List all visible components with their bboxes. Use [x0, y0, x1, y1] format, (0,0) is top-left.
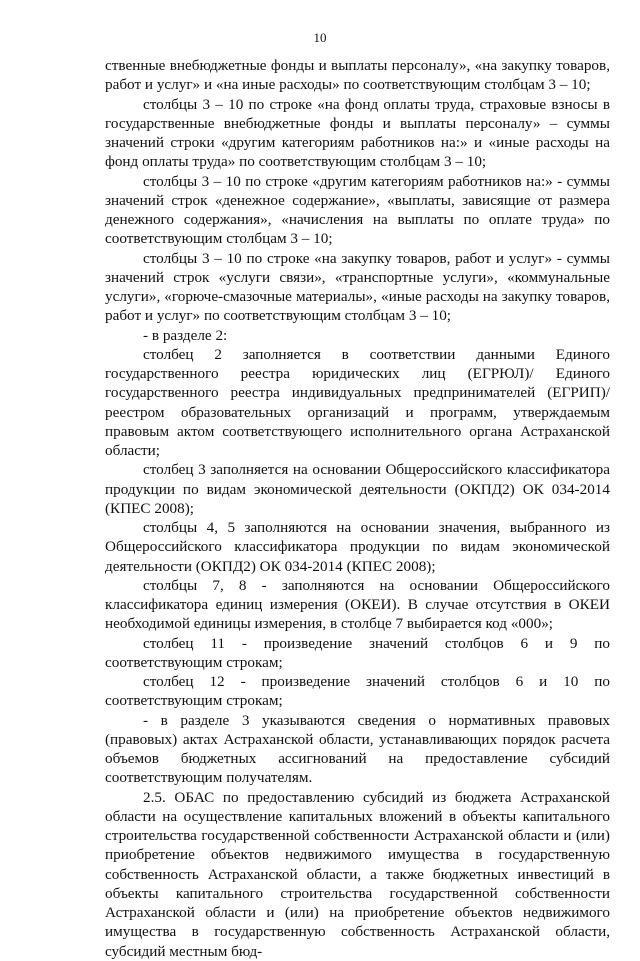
paragraph-2-5: 2.5. ОБАС по предоставлению субсидий из бюджета Астраханской области на осуществление капитальных вложений в объекты капитального строительства государственной собственности Астраханской области и (или) приобретение объектов недвижимого имущества в государственную собственность Астраханской области, а также бюджетных инвестиций в объекты капитального строительства государственной собственности Астраханской области и (или) на приобретение объектов недвижимого имущества в государственную собственность Астраханской области, субсидий местным бюд-	[105, 788, 610, 960]
document-body	[105, 56, 610, 961]
paragraph-column-3: столбец 3 заполняется на основании Общероссийского классификатора продукции по видам экономической деятельности (ОКПД2) ОК 034-2014 (КПЕС 2008);	[105, 461, 610, 517]
paragraph-section-2-heading: - в разделе 2:	[143, 326, 228, 344]
paragraph-continuation: ственные внебюджетные фонды и выплаты персоналу», «на закупку товаров, работ и услуг» и «на иные расходы» по соответствующим столбцам 3 – 10;	[105, 57, 610, 94]
paragraph-column-12: столбец 12 - произведение значений столбцов 6 и 10 по соответствующим строкам;	[105, 673, 610, 710]
paragraph-columns-7-8: столбцы 7, 8 - заполняются на основании Общероссийского классификатора единиц измерения (ОКЕИ). В случае отсутствия в ОКЕИ необходимой единицы измерения, в столбце 7 выбирается код «000»;	[105, 576, 610, 633]
paragraph-section-3: - в разделе 3 указываются сведения о нормативных правовых (правовых) актах Астраханской области, устанавливающих порядок расчета объемов бюджетных ассигнований на предоставление субсидий соответствующим получателям.	[105, 711, 610, 787]
page-number: 10	[313, 30, 327, 45]
paragraph-other-categories: столбцы 3 – 10 по строке «другим категориям работников на:» - суммы значений строк «денежное содержание», «выплаты, зависящие от размера денежного содержания», «начисления на выплаты по оплате труда» по соответствующим столбцам 3 – 10;	[105, 172, 610, 248]
paragraph-column-11: столбец 11 - произведение значений столбцов 6 и 9 по соответствующим строкам;	[105, 634, 610, 671]
paragraph-columns-4-5: столбцы 4, 5 заполняются на основании значения, выбранного из Общероссийского классификатора продукции по видам экономической деятельности (ОКПД2) ОК 034-2014 (КПЕС 2008);	[105, 519, 610, 575]
paragraph-column-2: столбец 2 заполняется в соответствии данными Единого государственного реестра юридических лиц (ЕГРЮЛ)/ Единого государственного реестра индивидуальных предпринимателей (ЕГРИП)/ реестром образовательных организаций и программ, утверждаемым правовым актом соответствующего исполнительного органа Астраханской области;	[105, 345, 610, 459]
paragraph-fot-columns: столбцы 3 – 10 по строке «на фонд оплаты труда, страховые взносы в государственные внебюджетные фонды и выплаты персоналу» – суммы значений строки «другим категориям работников на:» и «иные расходы на фонд оплаты труда» по соответствующим столбцам 3 – 10;	[105, 95, 610, 171]
paragraph-purchases: столбцы 3 – 10 по строке «на закупку товаров, работ и услуг» - суммы значений строк «услуги связи», «транспортные услуги», «коммунальные услуги», «горюче-смазочные материалы», «иные расходы на закупку товаров, работ и услуг» по соответствующим столбцам 3 – 10;	[105, 249, 610, 325]
